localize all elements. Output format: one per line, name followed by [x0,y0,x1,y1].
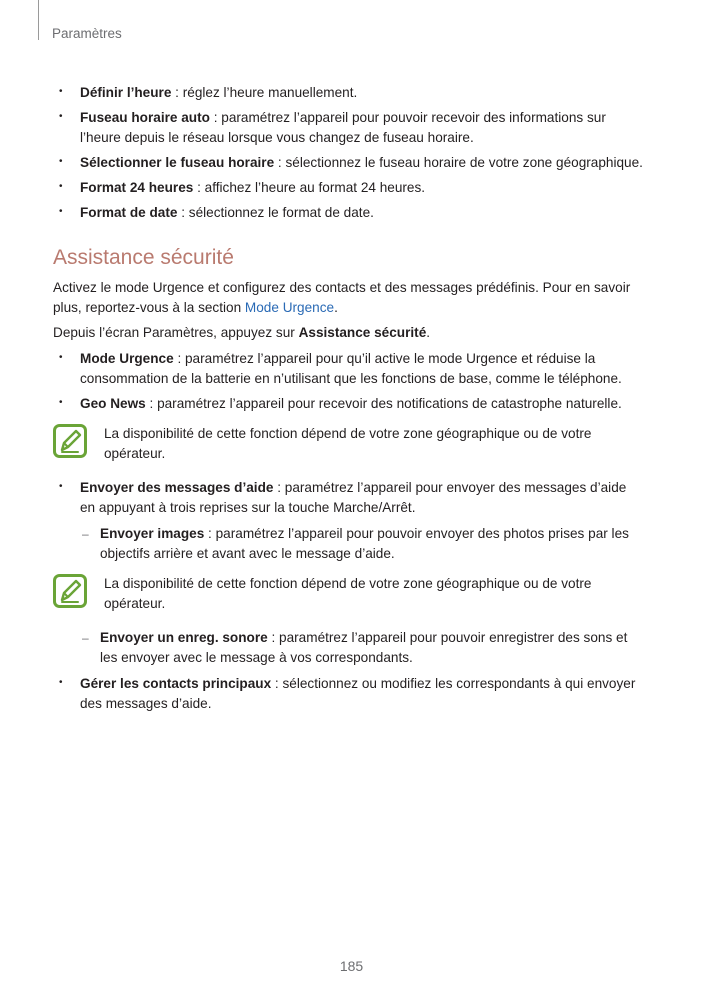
section-intro-paragraph [53,278,645,318]
page-content [53,83,645,719]
bullet-text: : sélectionnez le format de date. [177,205,374,220]
section-instruction-paragraph [53,323,645,343]
list-item [53,153,645,173]
paragraph-term: Assistance sécurité [298,325,427,340]
bullet-text: : réglez l’heure manuellement. [171,85,358,100]
intro-bullet-list [53,83,645,223]
sub-list-item [53,524,645,564]
header-rule [38,0,39,40]
bullet-text: : sélectionnez le fuseau horaire de votre zone géographique. [274,155,643,170]
list-item [53,178,645,198]
section-bullet-list-2 [53,478,645,518]
section-bullet-list [53,349,645,414]
bullet-text: : paramétrez l’appareil pour recevoir des notifications de catastrophe naturelle. [145,396,622,411]
section-title: Assistance sécurité [53,246,234,269]
list-item [53,108,645,148]
list-item [53,83,645,103]
bullet-term: Mode Urgence [80,351,174,366]
bullet-text: : paramétrez l’appareil pour pouvoir recevoir des informations sur l’heure depuis le réseau lorsque vous changez de fuseau horaire. [80,110,606,145]
page-number: 185 [339,958,364,974]
bullet-term: Sélectionner le fuseau horaire [80,155,275,170]
bullet-term: Fuseau horaire auto [80,110,210,125]
list-item [53,349,645,389]
bullet-term: Gérer les contacts principaux [80,676,272,691]
paragraph-text: Depuis l’écran Paramètres, appuyez sur [53,325,299,340]
mode-urgence-link[interactable]: Mode Urgence [244,300,335,315]
bullet-term: Définir l’heure [80,85,172,100]
list-item [53,203,645,223]
bullet-term: Envoyer des messages d’aide [80,480,274,495]
paragraph-end: . [334,300,338,315]
bullet-text: : paramétrez l’appareil pour qu’il active le mode Urgence et réduise la consommation de la batterie en n’utilisant que les fonctions de base, comme le téléphone. [80,351,622,386]
sub-item-term: Envoyer images [100,526,205,541]
list-item [53,478,645,518]
bullet-text: : paramétrez l’appareil pour envoyer des messages d’aide en appuyant à trois reprises sur la touche Marche/Arrêt. [80,480,627,515]
sub-item-text: : paramétrez l’appareil pour pouvoir enregistrer des sons et les envoyer avec le message à vos correspondants. [100,630,628,665]
bullet-text: : sélectionnez ou modifiez les correspondants à qui envoyer des messages d’aide. [80,676,636,711]
bullet-term: Geo News [80,396,146,411]
bullet-term: Format de date [80,205,178,220]
bullet-term: Format 24 heures [80,180,194,195]
note-text: La disponibilité de cette fonction dépend de votre zone géographique ou de votre opérateur. [104,576,592,611]
sub-list-item [53,628,645,668]
list-item [53,394,645,414]
header-title: Paramètres [52,26,122,41]
bullet-text: : affichez l’heure au format 24 heures. [193,180,426,195]
note-pencil-icon [53,424,87,458]
note-box [53,424,645,464]
note-box [53,574,645,614]
paragraph-end: . [426,325,431,340]
paragraph-text: Activez le mode Urgence et configurez des contacts et des messages prédéfinis. Pour en savoir plus, reportez-vous à la section [53,280,631,315]
note-pencil-icon [53,574,87,608]
section-bullet-list-3 [53,674,645,714]
sub-item-text: : paramétrez l’appareil pour pouvoir envoyer des photos prises par les objectifs arrière et avant avec le message d’aide. [100,526,629,561]
sub-item-term: Envoyer un enreg. sonore [100,630,268,645]
list-item [53,674,645,714]
note-text: La disponibilité de cette fonction dépend de votre zone géographique ou de votre opérateur. [104,426,592,461]
